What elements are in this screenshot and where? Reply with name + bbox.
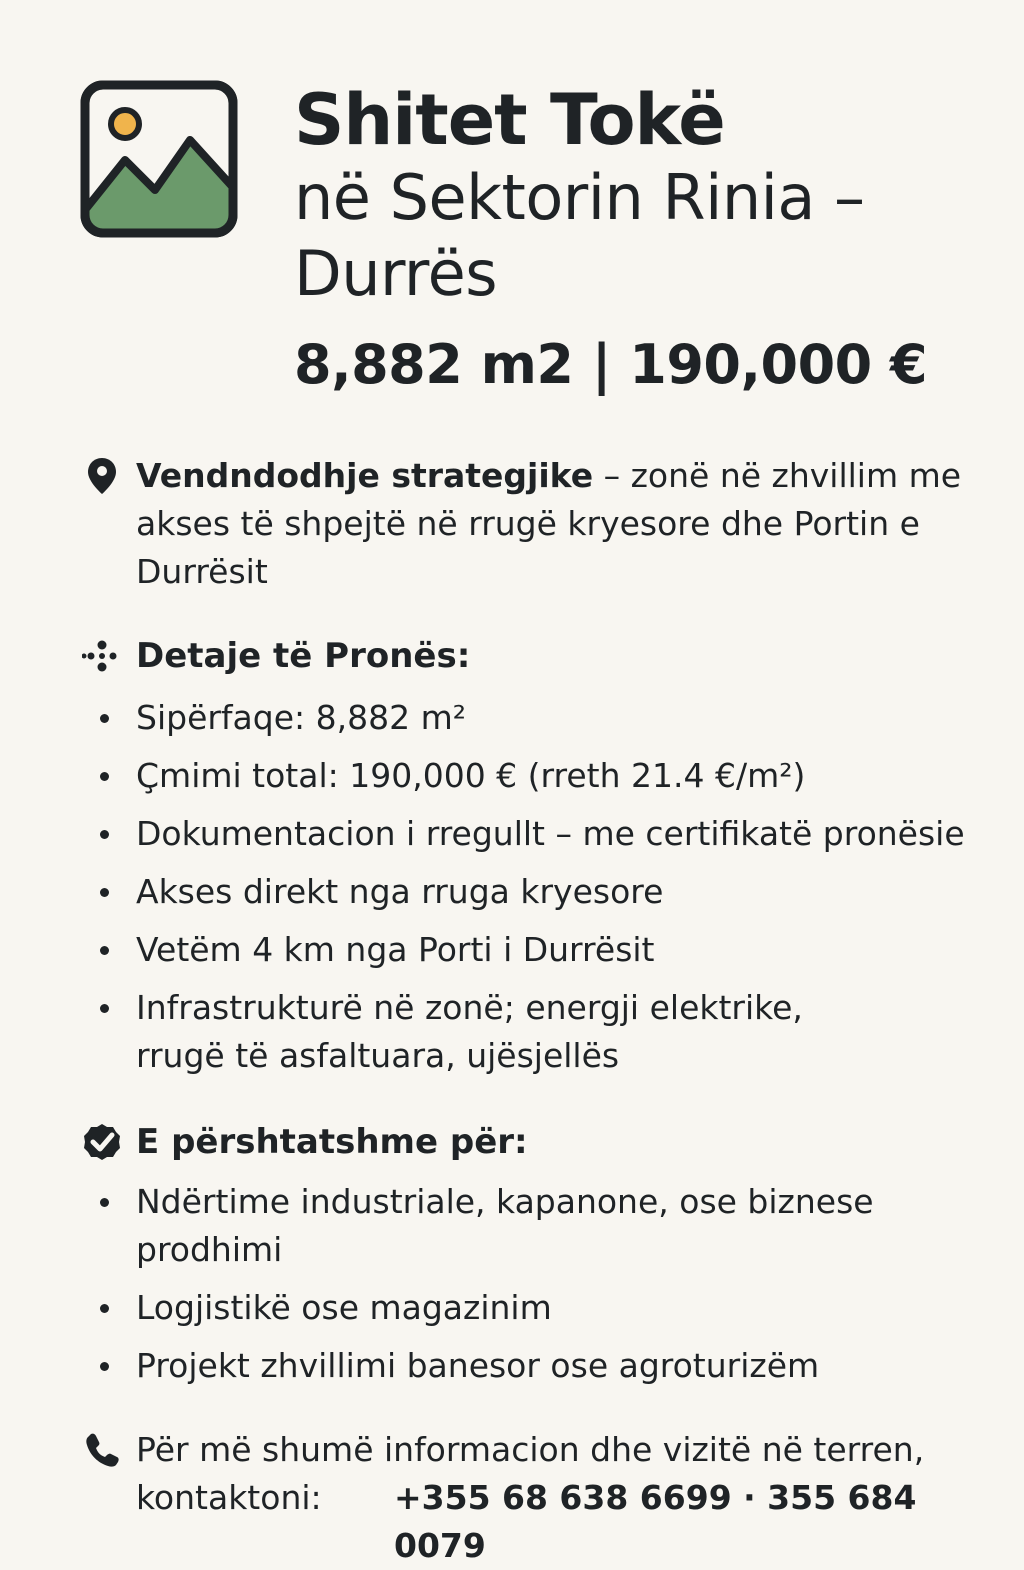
list-item: Dokumentacion i rregullt – me certifikatë pronësie <box>82 810 982 858</box>
check-circle-icon <box>82 1122 122 1162</box>
map-pin-icon <box>82 456 122 496</box>
location-description: – zonë në zhvillim me akses të shpejtë në rrugë kryesore dhe Portin e Durrësit <box>136 456 962 591</box>
list-item: Infrastrukturë në zonë; energji elektrike, rrugë të asfaltuara, ujësjellës <box>82 984 896 1080</box>
contact-line2 <box>136 1474 986 1565</box>
title-block <box>294 80 974 400</box>
phone-icon <box>82 1430 122 1470</box>
list-item: Sipërfaqe: 8,882 m² <box>82 694 982 742</box>
location-bold: Vendndodhje strategjike <box>136 456 594 495</box>
suitable-heading: E përshtatshme për: <box>136 1122 528 1162</box>
page-subtitle-line1: në Sektorin Rinia – <box>294 161 865 234</box>
phone-numbers[interactable]: +355 68 638 6699 · 355 684 0079 <box>394 1478 917 1565</box>
details-heading: Detaje të Pronës: <box>136 636 471 676</box>
page-title: Shitet Tokë <box>294 79 725 161</box>
location-text <box>136 452 986 596</box>
area-price-summary: 8,882 m2 | 190,000 € <box>294 333 928 396</box>
contact-line: Për më shumë informacion dhe vizitë në terren, <box>136 1430 925 1469</box>
list-item: Vetëm 4 km nga Porti i Durrësit <box>82 926 982 974</box>
page-subtitle-line2: Durrës <box>294 237 498 310</box>
list-item: Projekt zhvillimi banesor ose agroturizëm <box>82 1342 982 1390</box>
details-list <box>82 694 982 1090</box>
list-item: Ndërtime industriale, kapanone, ose biznese prodhimi <box>82 1178 896 1274</box>
landscape-image-icon <box>80 80 238 238</box>
contact-label: kontaktoni: <box>136 1478 322 1517</box>
suitable-list <box>82 1178 982 1400</box>
list-item: Akses direkt nga rruga kryesore <box>82 868 982 916</box>
list-item: Logjistikë ose magazinim <box>82 1284 982 1332</box>
list-item: Çmimi total: 190,000 € (rreth 21.4 €/m²) <box>82 752 982 800</box>
dots-icon <box>82 636 122 676</box>
contact-text <box>136 1426 986 1565</box>
